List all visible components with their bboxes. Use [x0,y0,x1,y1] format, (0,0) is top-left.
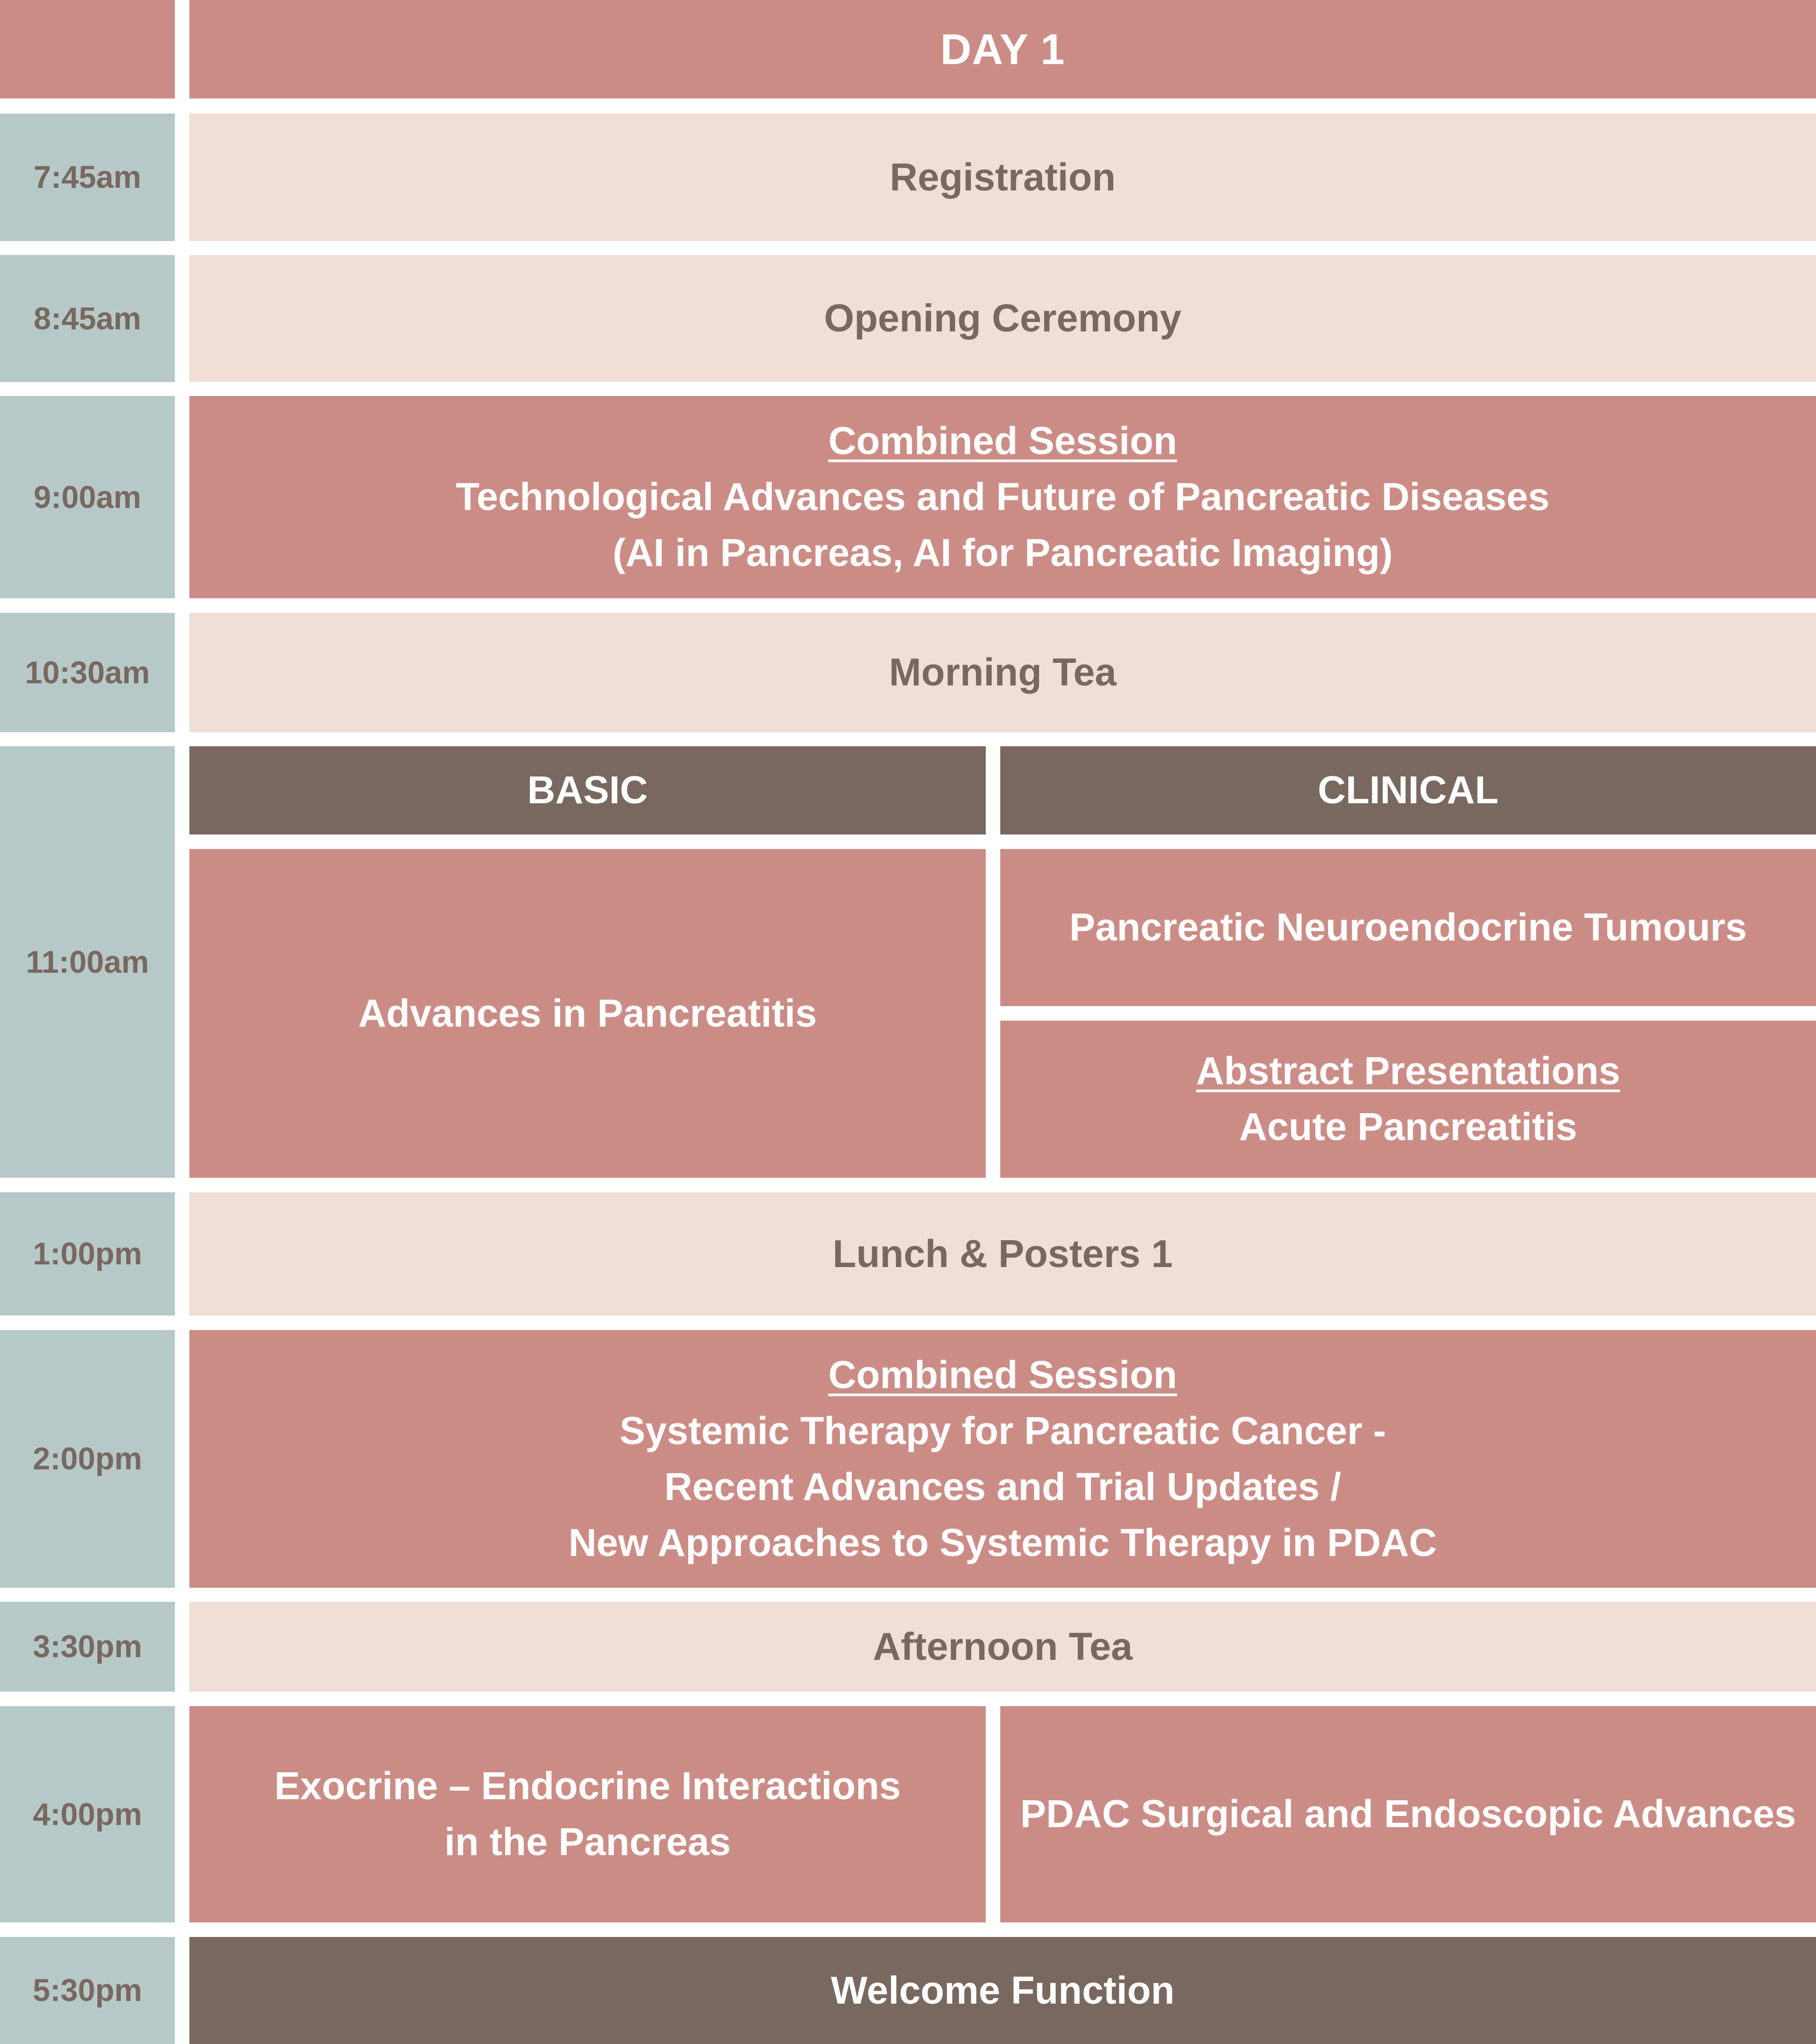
session-title: PDAC Surgical and Endoscopic Advances [1020,1793,1796,1836]
time-label: 10:30am [25,655,150,690]
time-0900 [0,396,175,598]
session-combined-technology [189,396,1816,598]
combined-session-heading: Combined Session [828,420,1177,463]
time-1100 [0,746,175,1178]
track-label: BASIC [527,769,648,812]
time-label: 8:45am [33,301,142,336]
session-advances-pancreatitis [189,849,986,1178]
session-title: Lunch & Posters 1 [832,1232,1173,1276]
session-title: Afternoon Tea [873,1625,1133,1668]
time-1530 [0,1602,175,1692]
session-morning-tea [189,613,1816,732]
session-title: Welcome Function [831,1969,1175,2012]
time-1400 [0,1330,175,1588]
abstract-heading: Abstract Presentations [1196,1050,1621,1093]
time-0845 [0,255,175,382]
time-1300 [0,1192,175,1315]
session-opening-ceremony [189,255,1816,382]
time-label: 11:00am [26,944,149,980]
time-label: 1:00pm [32,1236,143,1271]
session-registration [189,114,1816,241]
session-welcome-function [189,1937,1816,2044]
abstract-topic: Acute Pancreatitis [1239,1106,1578,1149]
session-title-line: New Approaches to Systemic Therapy in PDAC [568,1521,1437,1565]
time-label: 7:45am [33,160,142,195]
track-label: CLINICAL [1318,769,1499,812]
session-lunch-posters [189,1192,1816,1315]
session-neuroendocrine-tumours [1000,849,1816,1006]
header-corner [0,0,175,98]
time-1030 [0,613,175,732]
session-title-line: Technological Advances and Future of Pancreatic Diseases [456,476,1550,519]
time-label: 5:30pm [32,1973,143,2008]
session-title: Registration [889,155,1116,199]
track-clinical-header [1000,746,1816,834]
session-title-line: in the Pancreas [444,1821,731,1864]
time-1600 [0,1706,175,1922]
session-afternoon-tea [189,1602,1816,1692]
session-title: Pancreatic Neuroendocrine Tumours [1069,906,1747,949]
session-title-line: Recent Advances and Trial Updates / [664,1465,1341,1509]
session-title: Morning Tea [889,651,1117,694]
session-combined-systemic-therapy [189,1330,1816,1588]
track-basic-header [189,746,986,834]
day-title [189,0,1816,98]
session-abstract-presentations [1000,1021,1816,1178]
session-title-line: Systemic Therapy for Pancreatic Cancer - [619,1409,1386,1453]
session-title-line: Exocrine – Endocrine Interactions [274,1765,901,1808]
session-title: Advances in Pancreatitis [358,992,817,1035]
time-label: 9:00am [33,479,142,515]
time-label: 3:30pm [32,1629,143,1664]
time-label: 4:00pm [32,1797,143,1832]
session-exocrine-endocrine [189,1706,986,1922]
day-label: DAY 1 [940,25,1065,73]
time-0745 [0,114,175,241]
session-title: Opening Ceremony [824,297,1182,340]
combined-session-heading: Combined Session [828,1353,1177,1397]
time-label: 2:00pm [32,1441,143,1476]
time-1730 [0,1937,175,2044]
session-pdac-surgical [1000,1706,1816,1922]
session-title-line: (AI in Pancreas, AI for Pancreatic Imaging) [612,532,1393,575]
